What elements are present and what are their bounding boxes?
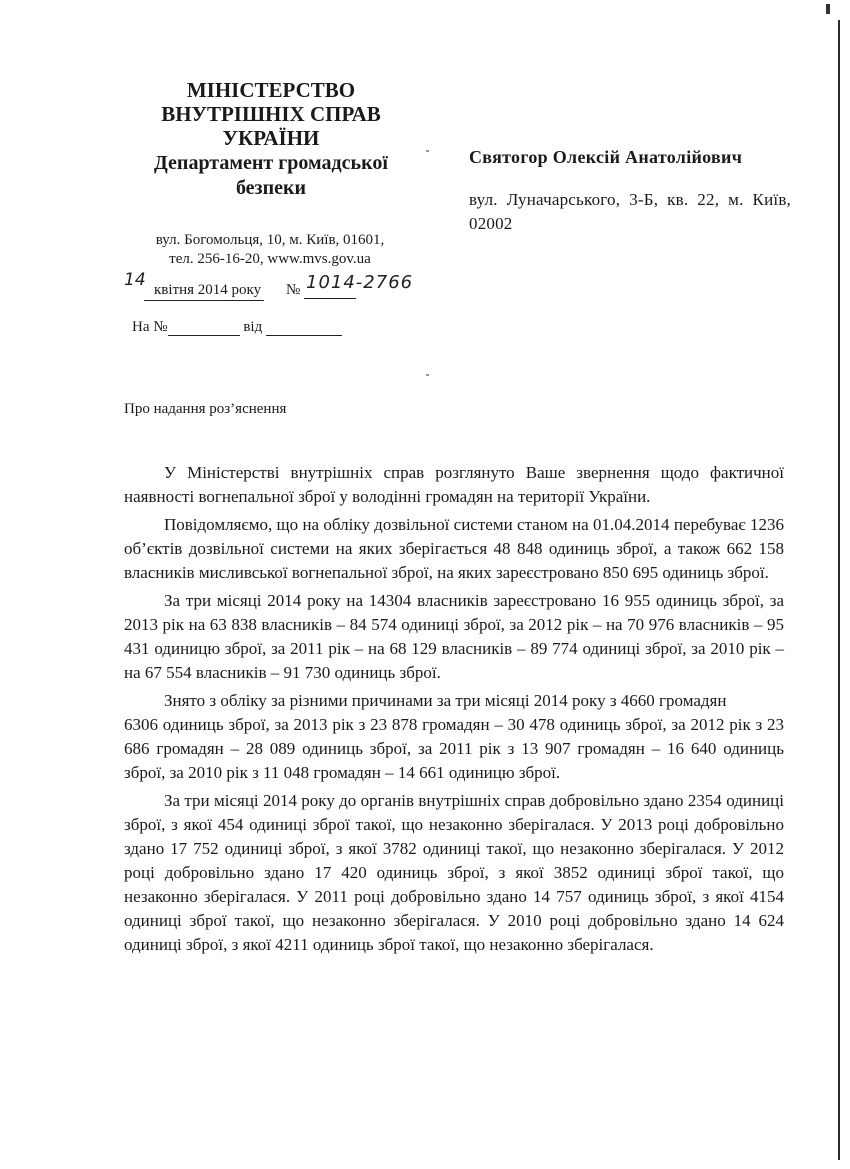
- sender-header: [126, 78, 416, 200]
- body-paragraph: 6306 одиниць зброї, за 2013 рік з 23 878 громадян – 30 478 одиниць зброї, за 2012 рік з 23 686 громадян – 28 089 одиниць зброї, за 2011 рік з 13 907 громадян – 16 640 одиниць зброї, за 2010 рік з 11 048 громадян – 14 661 одиницю зброї.: [124, 715, 784, 782]
- body-paragraph: За три місяці 2014 року на 14304 власників зареєстровано 16 955 одиниць зброї, за 2013 рік на 63 838 власників – 84 574 одиниці зброї, за 2012 рік – на 70 976 власників – 95 431 одиницю зброї, за 2011 рік – на 68 129 власників – 89 774 одиниці зброї, за 2010 рік – на 67 554 власників – 91 730 одиниць зброї.: [124, 591, 784, 682]
- body-paragraph: Повідомляємо, що на обліку дозвільної системи станом на 01.04.2014 перебуває 1236 об’єктів дозвільної системи на яких зберігається 48 848 одиниць зброї, а також 662 158 власників мисливської вогнепальної зброї, на яких зареєстровано 850 695 одиниць зброї.: [124, 515, 784, 582]
- reference-from-label: від: [243, 319, 263, 335]
- body-paragraph: У Міністерстві внутрішніх справ розглянуто Ваше звернення щодо фактичної наявності вогнепальної зброї у володінні громадян на території України.: [124, 463, 784, 506]
- registration-date: квітня 2014 року: [154, 282, 262, 298]
- letter-subject: Про надання роз’яснення: [124, 401, 287, 417]
- registration-number-label: №: [286, 282, 301, 298]
- body-paragraph: За три місяці 2014 року до органів внутрішніх справ добровільно здано 2354 одиниці зброї, з якої 454 одиниці зброї такої, що незаконно зберігалася. У 2013 році добровільно здано 17 752 одиниці зброї, з якої 3782 одиниці такої, що незаконно зберігалася. У 2012 році добровільно здано 17 420 одиниць зброї, з якої 3852 одиниці зброї такої, що незаконно зберігалася. У 2011 році добровільно здано 14 757 одиниць зброї, з якої 4154 одиниці зброї такої, що незаконно зберігалася. У 2010 році добровільно здано 14 624 одиниці зброї, з якої 4211 одиниць зброї такої, що незаконно зберігалася.: [124, 791, 784, 954]
- sender-address: вул. Богомольця, 10, м. Київ, 01601,: [155, 232, 385, 248]
- department-name-line: безпеки: [235, 177, 307, 199]
- registration-number-handwritten: 1014-2766: [306, 272, 414, 293]
- sender-contacts: [130, 231, 410, 269]
- department-name-line: Департамент громадської: [154, 152, 388, 174]
- body-paragraph: Знято з обліку за різними причинами за три місяці 2014 року з 4660 громадян: [164, 691, 727, 710]
- reference-no-label: На №: [132, 319, 168, 335]
- scan-speck: [426, 150, 429, 152]
- registration-day-handwritten: 14: [124, 270, 146, 290]
- reference-line: [132, 319, 342, 336]
- recipient-block: [469, 146, 791, 236]
- reference-no-blank: [168, 321, 240, 336]
- sender-phone-web: тел. 256-16-20, www.mvs.gov.ua: [169, 251, 371, 267]
- reference-date-blank: [266, 321, 342, 336]
- scan-edge-line: [838, 20, 840, 1160]
- number-underline: [304, 298, 356, 299]
- recipient-address: вул. Луначарського, 3-Б, кв. 22, м. Київ, 02002: [469, 190, 791, 233]
- recipient-name: Святогор Олексій Анатолійович: [469, 147, 743, 167]
- ministry-name-line: УКРАЇНИ: [222, 126, 320, 150]
- letter-body: [124, 461, 784, 957]
- ministry-name-line: ВНУТРІШНІХ СПРАВ: [161, 102, 381, 126]
- date-underline: [144, 300, 264, 301]
- scan-speck: [426, 374, 429, 376]
- scan-edge-mark: [826, 4, 830, 14]
- registration-line: [124, 270, 444, 302]
- ministry-name-line: МІНІСТЕРСТВО: [186, 78, 356, 102]
